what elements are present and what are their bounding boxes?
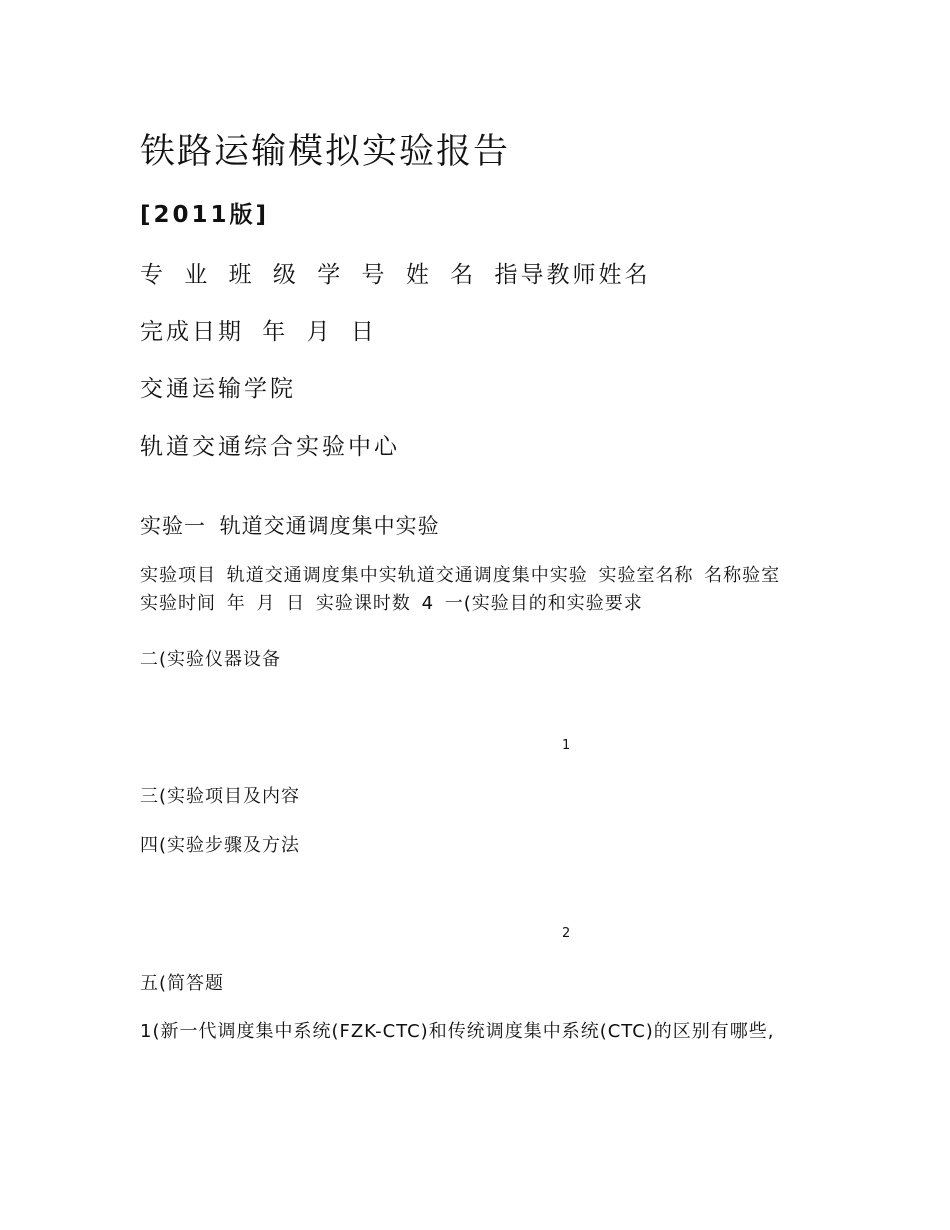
- page-number: 1: [562, 738, 571, 753]
- question-text: 1(新一代调度集中系统(FZK-CTC)和传统调度集中系统(CTC)的区别有哪些,: [140, 1021, 775, 1042]
- student-info-line: 专 业 班 级 学 号 姓 名 指导教师姓名: [140, 262, 651, 288]
- edition-label: [2011版]: [140, 202, 270, 228]
- experiment-info-paragraph: 实验项目 轨道交通调度集中实轨道交通调度集中实验 实验室名称 名称验室 实验时间 年 月 日 实验课时数 4 一(实验目的和实验要求: [140, 565, 781, 614]
- section-heading-content: 三(实验项目及内容: [140, 786, 301, 807]
- college-name: 交通运输学院: [140, 376, 296, 402]
- section-heading-equipment: 二(实验仪器设备: [140, 649, 282, 670]
- page-number: 2: [562, 926, 571, 941]
- experiment-title: 实验一 轨道交通调度集中实验: [140, 514, 440, 538]
- lab-center-name: 轨道交通综合实验中心: [140, 434, 400, 460]
- document-title: 铁路运输模拟实验报告: [140, 132, 511, 172]
- completion-date-line: 完成日期 年 月 日: [140, 319, 377, 345]
- section-heading-questions: 五(简答题: [140, 973, 225, 994]
- section-heading-steps: 四(实验步骤及方法: [140, 835, 301, 856]
